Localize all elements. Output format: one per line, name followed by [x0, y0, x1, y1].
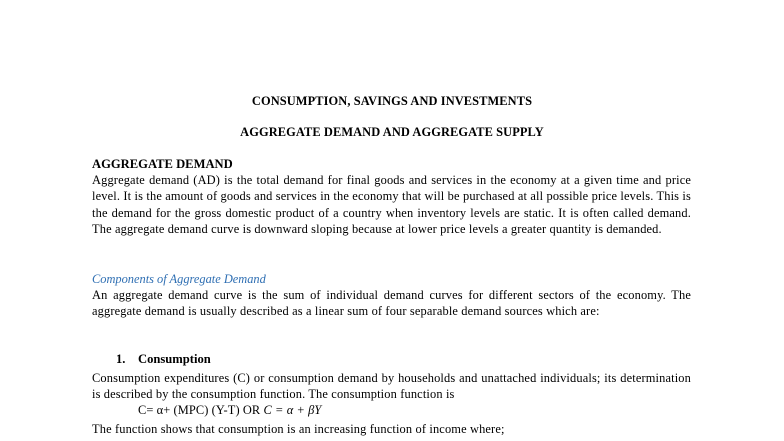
consumption-number: 1. [116, 352, 126, 366]
consumption-followup-text: The function shows that consumption is an increasing function of income where; [92, 422, 505, 436]
consumption-formula [138, 403, 321, 418]
consumption-title: Consumption [138, 352, 211, 366]
document-title: CONSUMPTION, SAVINGS AND INVESTMENTS [251, 94, 533, 108]
consumption-followup [92, 421, 691, 437]
formula-plain: C= α+ (MPC) (Y-T) OR [138, 403, 261, 417]
components-paragraph: An aggregate demand curve is the sum of individual demand curves for different sectors of the economy. The aggregate demand is usually described as a linear sum of four separable demand sources which are: [92, 288, 691, 319]
components-section [92, 272, 691, 320]
formula-math: C = α + βY [263, 403, 322, 417]
section-heading-aggregate-demand: AGGREGATE DEMAND [92, 157, 233, 171]
document-subtitle: AGGREGATE DEMAND AND AGGREGATE SUPPLY [240, 125, 544, 139]
consumption-section [92, 370, 691, 403]
consumption-paragraph: Consumption expenditures (C) or consumption demand by households and unattached individuals; its determination is described by the consumption function. The consumption function is [92, 371, 691, 402]
aggregate-demand-section [92, 157, 691, 237]
aggregate-demand-paragraph: Aggregate demand (AD) is the total demand for final goods and services in the economy at a given time and price level. It is the amount of goods and services in the economy that will be purchased at all possible price levels. This is the demand for the gross domestic product of a country when inventory levels are static. It is often called demand. The aggregate demand curve is downward sloping because at lower price levels a greater quantity is demanded. [92, 173, 691, 236]
components-subheading: Components of Aggregate Demand [92, 272, 266, 286]
consumption-heading [116, 352, 211, 367]
